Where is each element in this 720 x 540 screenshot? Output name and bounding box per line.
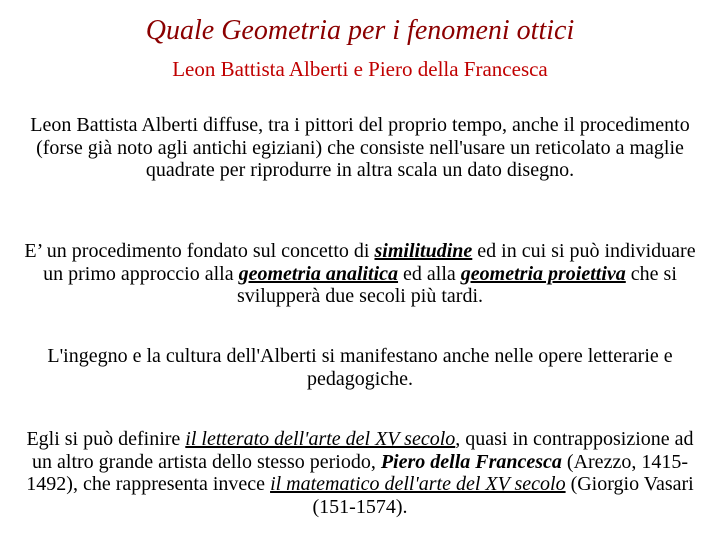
paragraph-text: , quasi in contrapposizione ad un altro grande artista dello stesso periodo, xyxy=(32,428,694,473)
paragraph-similitude xyxy=(14,240,706,308)
name-piero-della-francesca: Piero della Francesca xyxy=(380,450,562,473)
paragraph-text: ed in cui si può individuare un primo approccio alla xyxy=(43,240,696,285)
paragraph-text: L'ingegno e la cultura dell'Alberti si manifestano anche nelle opere letterarie e pedagogiche. xyxy=(47,345,673,390)
paragraph-text: Egli si può definire xyxy=(26,428,186,450)
slide-title: Quale Geometria per i fenomeni ottici xyxy=(145,15,575,46)
term-matematico: il matematico dell'arte del XV secolo xyxy=(270,473,566,495)
slide-subtitle: Leon Battista Alberti e Piero della Francesca xyxy=(172,57,548,81)
term-letterato: il letterato dell'arte del XV secolo xyxy=(185,428,456,450)
paragraph-text: che si svilupperà due secoli più tardi. xyxy=(236,262,677,307)
paragraph-text: (Arezzo, 1415-1492), che rappresenta invece xyxy=(26,450,688,495)
term-geometria-analitica: geometria analitica xyxy=(238,262,399,285)
paragraph-grid-method xyxy=(14,114,706,182)
paragraph-text: E’ un procedimento fondato sul concetto di xyxy=(24,240,375,262)
paragraph-text: ed alla xyxy=(398,262,461,285)
paragraph-literary-works xyxy=(14,345,706,390)
term-similitudine: similitudine xyxy=(374,240,473,262)
paragraph-text: (Giorgio Vasari (151-1574). xyxy=(312,473,694,518)
paragraph-text: Leon Battista Alberti diffuse, tra i pittori del proprio tempo, anche il procedimento (forse già noto agli antichi egiziani) che consiste nell'usare un reticolato a maglie quadrate per riprodurre in altra scala un dato disegno. xyxy=(30,114,690,181)
paragraph-comparison xyxy=(14,428,706,518)
term-geometria-proiettiva: geometria proiettiva xyxy=(460,262,626,285)
